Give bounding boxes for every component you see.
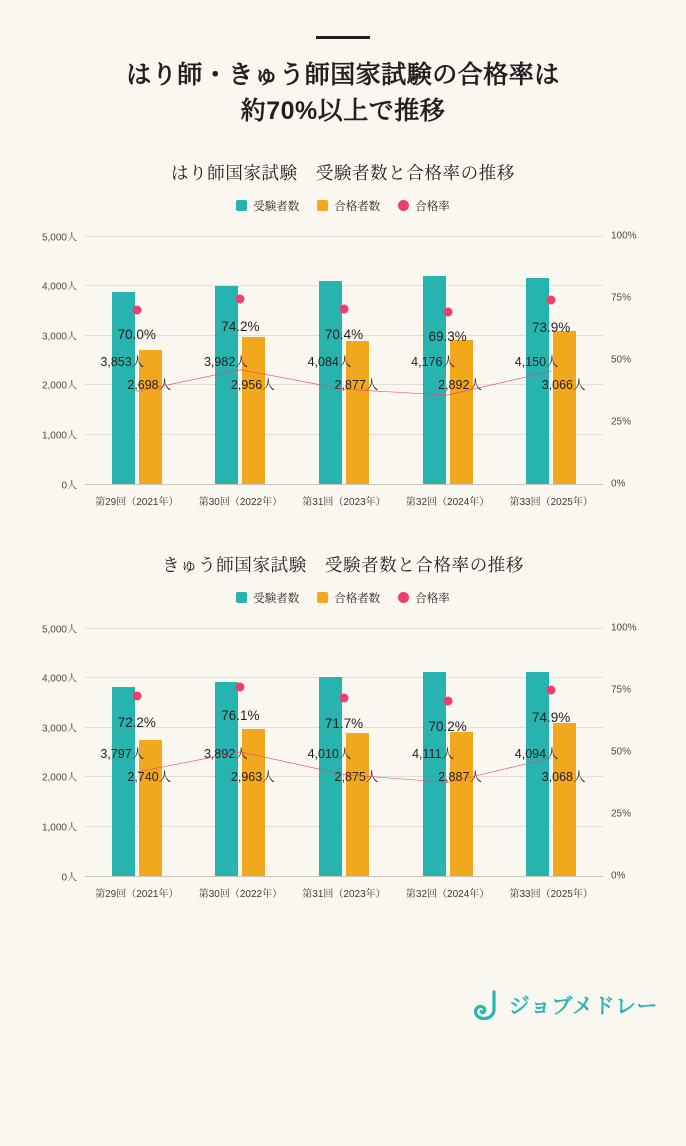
legend-item-passers <box>317 198 380 214</box>
rate-line <box>137 751 551 782</box>
rate-point-marker <box>236 295 245 304</box>
chart-canvas <box>41 230 637 508</box>
j-mark-icon <box>474 990 500 1020</box>
rate-value-label: 73.9% <box>532 320 571 336</box>
rate-point-marker <box>340 693 349 702</box>
x-axis-tick-label: 第33回（2025年） <box>509 496 593 508</box>
bar-value-label-passers: 2,877人 <box>334 378 379 393</box>
legend-item-rate <box>398 590 450 606</box>
bar-value-label-examinees: 3,797人 <box>100 747 145 762</box>
rate-value-label: 70.2% <box>428 718 467 734</box>
x-axis-tick-label: 第30回（2022年） <box>198 496 283 508</box>
y-axis-left-tick: 5,000人 <box>41 624 77 635</box>
rate-point-marker <box>443 697 452 706</box>
brand-footer <box>474 990 658 1020</box>
x-axis-tick-label: 第33回（2025年） <box>509 888 593 900</box>
chart-block-hari <box>0 160 686 516</box>
y-axis-left-tick: 3,000人 <box>41 723 77 735</box>
rate-value-label: 70.0% <box>117 327 156 343</box>
bar-value-label-passers: 2,956人 <box>230 378 275 393</box>
rate-point-marker <box>236 682 245 691</box>
bar-value-label-passers: 2,887人 <box>438 770 482 785</box>
legend-item-examinees <box>236 198 299 214</box>
legend-item-passers <box>317 590 380 606</box>
legend-swatch-icon <box>317 592 328 603</box>
y-axis-right-tick: 50% <box>611 746 632 757</box>
bar-value-label-passers: 2,963人 <box>230 770 275 785</box>
bar-value-label-passers: 3,066人 <box>541 378 586 393</box>
legend-dot-icon <box>398 200 409 211</box>
y-axis-right-tick: 25% <box>611 808 632 819</box>
legend-item-rate <box>398 198 450 214</box>
y-axis-right-tick: 50% <box>611 354 632 365</box>
y-axis-right-tick: 0% <box>611 870 626 881</box>
chart-legend <box>0 590 686 606</box>
rate-point-marker <box>547 296 556 305</box>
y-axis-left-tick: 1,000人 <box>41 822 77 834</box>
rate-point-marker <box>132 305 141 314</box>
y-axis-left-tick: 2,000人 <box>41 772 77 784</box>
page-header <box>0 0 686 130</box>
bar-value-label-examinees: 4,010人 <box>307 747 352 762</box>
x-axis-tick-label: 第32回（2024年） <box>405 496 490 508</box>
legend-label: 合格率 <box>415 592 450 605</box>
y-axis-left-tick: 4,000人 <box>41 673 77 685</box>
y-axis-left-tick: 2,000人 <box>41 380 77 392</box>
chart-plot-area <box>23 618 663 908</box>
x-axis-tick-label: 第32回（2024年） <box>405 888 490 900</box>
x-axis-tick-label: 第31回（2023年） <box>302 888 386 900</box>
y-axis-right-tick: 25% <box>611 416 632 427</box>
legend-swatch-icon <box>236 592 247 603</box>
y-axis-left-tick: 0人 <box>61 480 77 491</box>
bar-value-label-examinees: 4,084人 <box>307 355 352 370</box>
rate-value-label: 72.2% <box>117 715 156 731</box>
rate-line <box>137 369 551 394</box>
rate-value-label: 71.7% <box>324 716 364 732</box>
legend-swatch-icon <box>317 200 328 211</box>
bar-value-label-examinees: 4,111人 <box>412 747 455 762</box>
x-axis-tick-label: 第29回（2021年） <box>95 496 179 508</box>
chart-plot-area <box>23 226 663 516</box>
x-axis-tick-label: 第29回（2021年） <box>95 888 179 900</box>
chart-block-kyu <box>0 552 686 908</box>
rate-point-marker <box>547 685 556 694</box>
rate-line-series <box>85 628 603 1146</box>
y-axis-left-tick: 5,000人 <box>41 232 77 243</box>
bar-value-label-examinees: 4,176人 <box>411 355 455 370</box>
rate-value-label: 69.3% <box>428 328 467 344</box>
rate-value-label: 74.2% <box>221 319 260 335</box>
y-axis-right-tick: 100% <box>611 230 637 241</box>
legend-label: 受験者数 <box>253 592 300 605</box>
y-axis-left-tick: 4,000人 <box>41 281 77 293</box>
rate-value-label: 76.1% <box>221 707 260 723</box>
bar-value-label-passers: 2,740人 <box>127 770 172 785</box>
chart-canvas <box>41 622 637 900</box>
legend-label: 合格者数 <box>334 592 381 605</box>
x-axis-tick-label: 第30回（2022年） <box>198 888 283 900</box>
rate-point-marker <box>132 692 141 701</box>
bar-value-label-examinees: 4,150人 <box>514 355 559 370</box>
legend-label: 合格率 <box>415 200 450 213</box>
legend-dot-icon <box>398 592 409 603</box>
page-title-line1: はり師・きゅう師国家試験の合格率は <box>126 61 560 89</box>
legend-label: 受験者数 <box>253 200 300 213</box>
rate-value-label: 74.9% <box>532 710 571 726</box>
bar-value-label-examinees: 3,982人 <box>203 355 248 370</box>
bar-value-label-examinees: 4,094人 <box>514 747 559 762</box>
x-axis-tick-label: 第31回（2023年） <box>302 496 386 508</box>
bar-value-label-examinees: 3,892人 <box>203 747 248 762</box>
bar-value-label-passers: 2,875人 <box>334 770 379 785</box>
rate-point-marker <box>340 304 349 313</box>
y-axis-left-tick: 3,000人 <box>41 331 77 343</box>
y-axis-left-tick: 1,000人 <box>41 430 77 442</box>
legend-item-examinees <box>236 590 299 606</box>
chart-title: はり師国家試験 受験者数と合格率の推移 <box>171 162 515 183</box>
page-title <box>43 57 643 130</box>
bar-value-label-passers: 2,698人 <box>127 378 172 393</box>
title-rule <box>316 36 370 39</box>
brand-name: ジョブメドレー <box>508 995 658 1018</box>
y-axis-right-tick: 75% <box>611 684 632 695</box>
bar-value-label-passers: 2,892人 <box>438 378 482 393</box>
page-title-line2: 約70%以上で推移 <box>240 97 446 126</box>
y-axis-right-tick: 100% <box>611 622 637 633</box>
bar-value-label-examinees: 3,853人 <box>100 355 145 370</box>
y-axis-left-tick: 0人 <box>61 872 77 883</box>
legend-label: 合格者数 <box>334 200 381 213</box>
y-axis-right-tick: 75% <box>611 292 632 303</box>
y-axis-right-tick: 0% <box>611 478 626 489</box>
chart-title: きゅう師国家試験 受験者数と合格率の推移 <box>162 554 524 575</box>
bar-value-label-passers: 3,068人 <box>541 770 586 785</box>
legend-swatch-icon <box>236 200 247 211</box>
rate-value-label: 70.4% <box>324 326 364 342</box>
rate-point-marker <box>443 307 452 316</box>
chart-legend <box>0 198 686 214</box>
